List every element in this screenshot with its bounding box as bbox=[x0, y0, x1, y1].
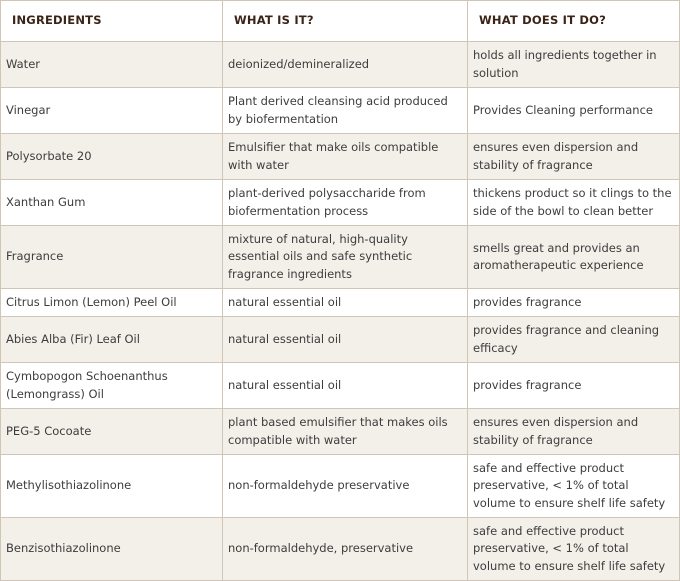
what-is-it-cell: non-formaldehyde preservative bbox=[223, 455, 468, 518]
ingredient-cell: Xanthan Gum bbox=[1, 180, 223, 226]
table-row bbox=[1, 180, 680, 226]
what-is-it-cell: Emulsifier that make oils compatible with water bbox=[223, 134, 468, 180]
what-is-it-cell: deionized/demineralized bbox=[223, 42, 468, 88]
what-is-it-cell: natural essential oil bbox=[223, 317, 468, 363]
ingredient-cell: PEG-5 Cocoate bbox=[1, 409, 223, 455]
what-is-it-cell: natural essential oil bbox=[223, 363, 468, 409]
ingredient-cell: Vinegar bbox=[1, 88, 223, 134]
table-row bbox=[1, 409, 680, 455]
table-row bbox=[1, 42, 680, 88]
what-does-it-do-cell: smells great and provides an aromatherapeutic experience bbox=[468, 226, 680, 289]
ingredient-cell: Polysorbate 20 bbox=[1, 134, 223, 180]
what-does-it-do-cell: provides fragrance and cleaning efficacy bbox=[468, 317, 680, 363]
what-does-it-do-cell: safe and effective product preservative, < 1% of total volume to ensure shelf life safety bbox=[468, 518, 680, 581]
header-what-does-it-do: WHAT DOES IT DO? bbox=[468, 1, 680, 42]
header-row bbox=[1, 1, 680, 42]
header-ingredients: INGREDIENTS bbox=[1, 1, 223, 42]
what-is-it-cell: plant based emulsifier that makes oils compatible with water bbox=[223, 409, 468, 455]
table-row bbox=[1, 134, 680, 180]
what-does-it-do-cell: ensures even dispersion and stability of fragrance bbox=[468, 409, 680, 455]
table-row bbox=[1, 88, 680, 134]
what-does-it-do-cell: safe and effective product preservative, < 1% of total volume to ensure shelf life safety bbox=[468, 455, 680, 518]
ingredient-cell: Methylisothiazolinone bbox=[1, 455, 223, 518]
ingredient-cell: Fragrance bbox=[1, 226, 223, 289]
table-row bbox=[1, 289, 680, 317]
ingredient-cell: Abies Alba (Fir) Leaf Oil bbox=[1, 317, 223, 363]
ingredient-cell: Cymbopogon Schoenanthus (Lemongrass) Oil bbox=[1, 363, 223, 409]
what-does-it-do-cell: provides fragrance bbox=[468, 289, 680, 317]
what-does-it-do-cell: thickens product so it clings to the side of the bowl to clean better bbox=[468, 180, 680, 226]
table-row bbox=[1, 317, 680, 363]
table-row bbox=[1, 455, 680, 518]
what-is-it-cell: natural essential oil bbox=[223, 289, 468, 317]
header-what-is-it: WHAT IS IT? bbox=[223, 1, 468, 42]
ingredient-cell: Citrus Limon (Lemon) Peel Oil bbox=[1, 289, 223, 317]
table-row bbox=[1, 226, 680, 289]
what-does-it-do-cell: ensures even dispersion and stability of fragrance bbox=[468, 134, 680, 180]
what-is-it-cell: non-formaldehyde, preservative bbox=[223, 518, 468, 581]
what-is-it-cell: Plant derived cleansing acid produced by biofermentation bbox=[223, 88, 468, 134]
ingredient-cell: Water bbox=[1, 42, 223, 88]
what-does-it-do-cell: Provides Cleaning performance bbox=[468, 88, 680, 134]
what-is-it-cell: mixture of natural, high-quality essential oils and safe synthetic fragrance ingredients bbox=[223, 226, 468, 289]
table-row bbox=[1, 518, 680, 581]
what-does-it-do-cell: holds all ingredients together in solution bbox=[468, 42, 680, 88]
table-row bbox=[1, 363, 680, 409]
what-is-it-cell: plant-derived polysaccharide from biofermentation process bbox=[223, 180, 468, 226]
ingredient-cell: Benzisothiazolinone bbox=[1, 518, 223, 581]
what-does-it-do-cell: provides fragrance bbox=[468, 363, 680, 409]
